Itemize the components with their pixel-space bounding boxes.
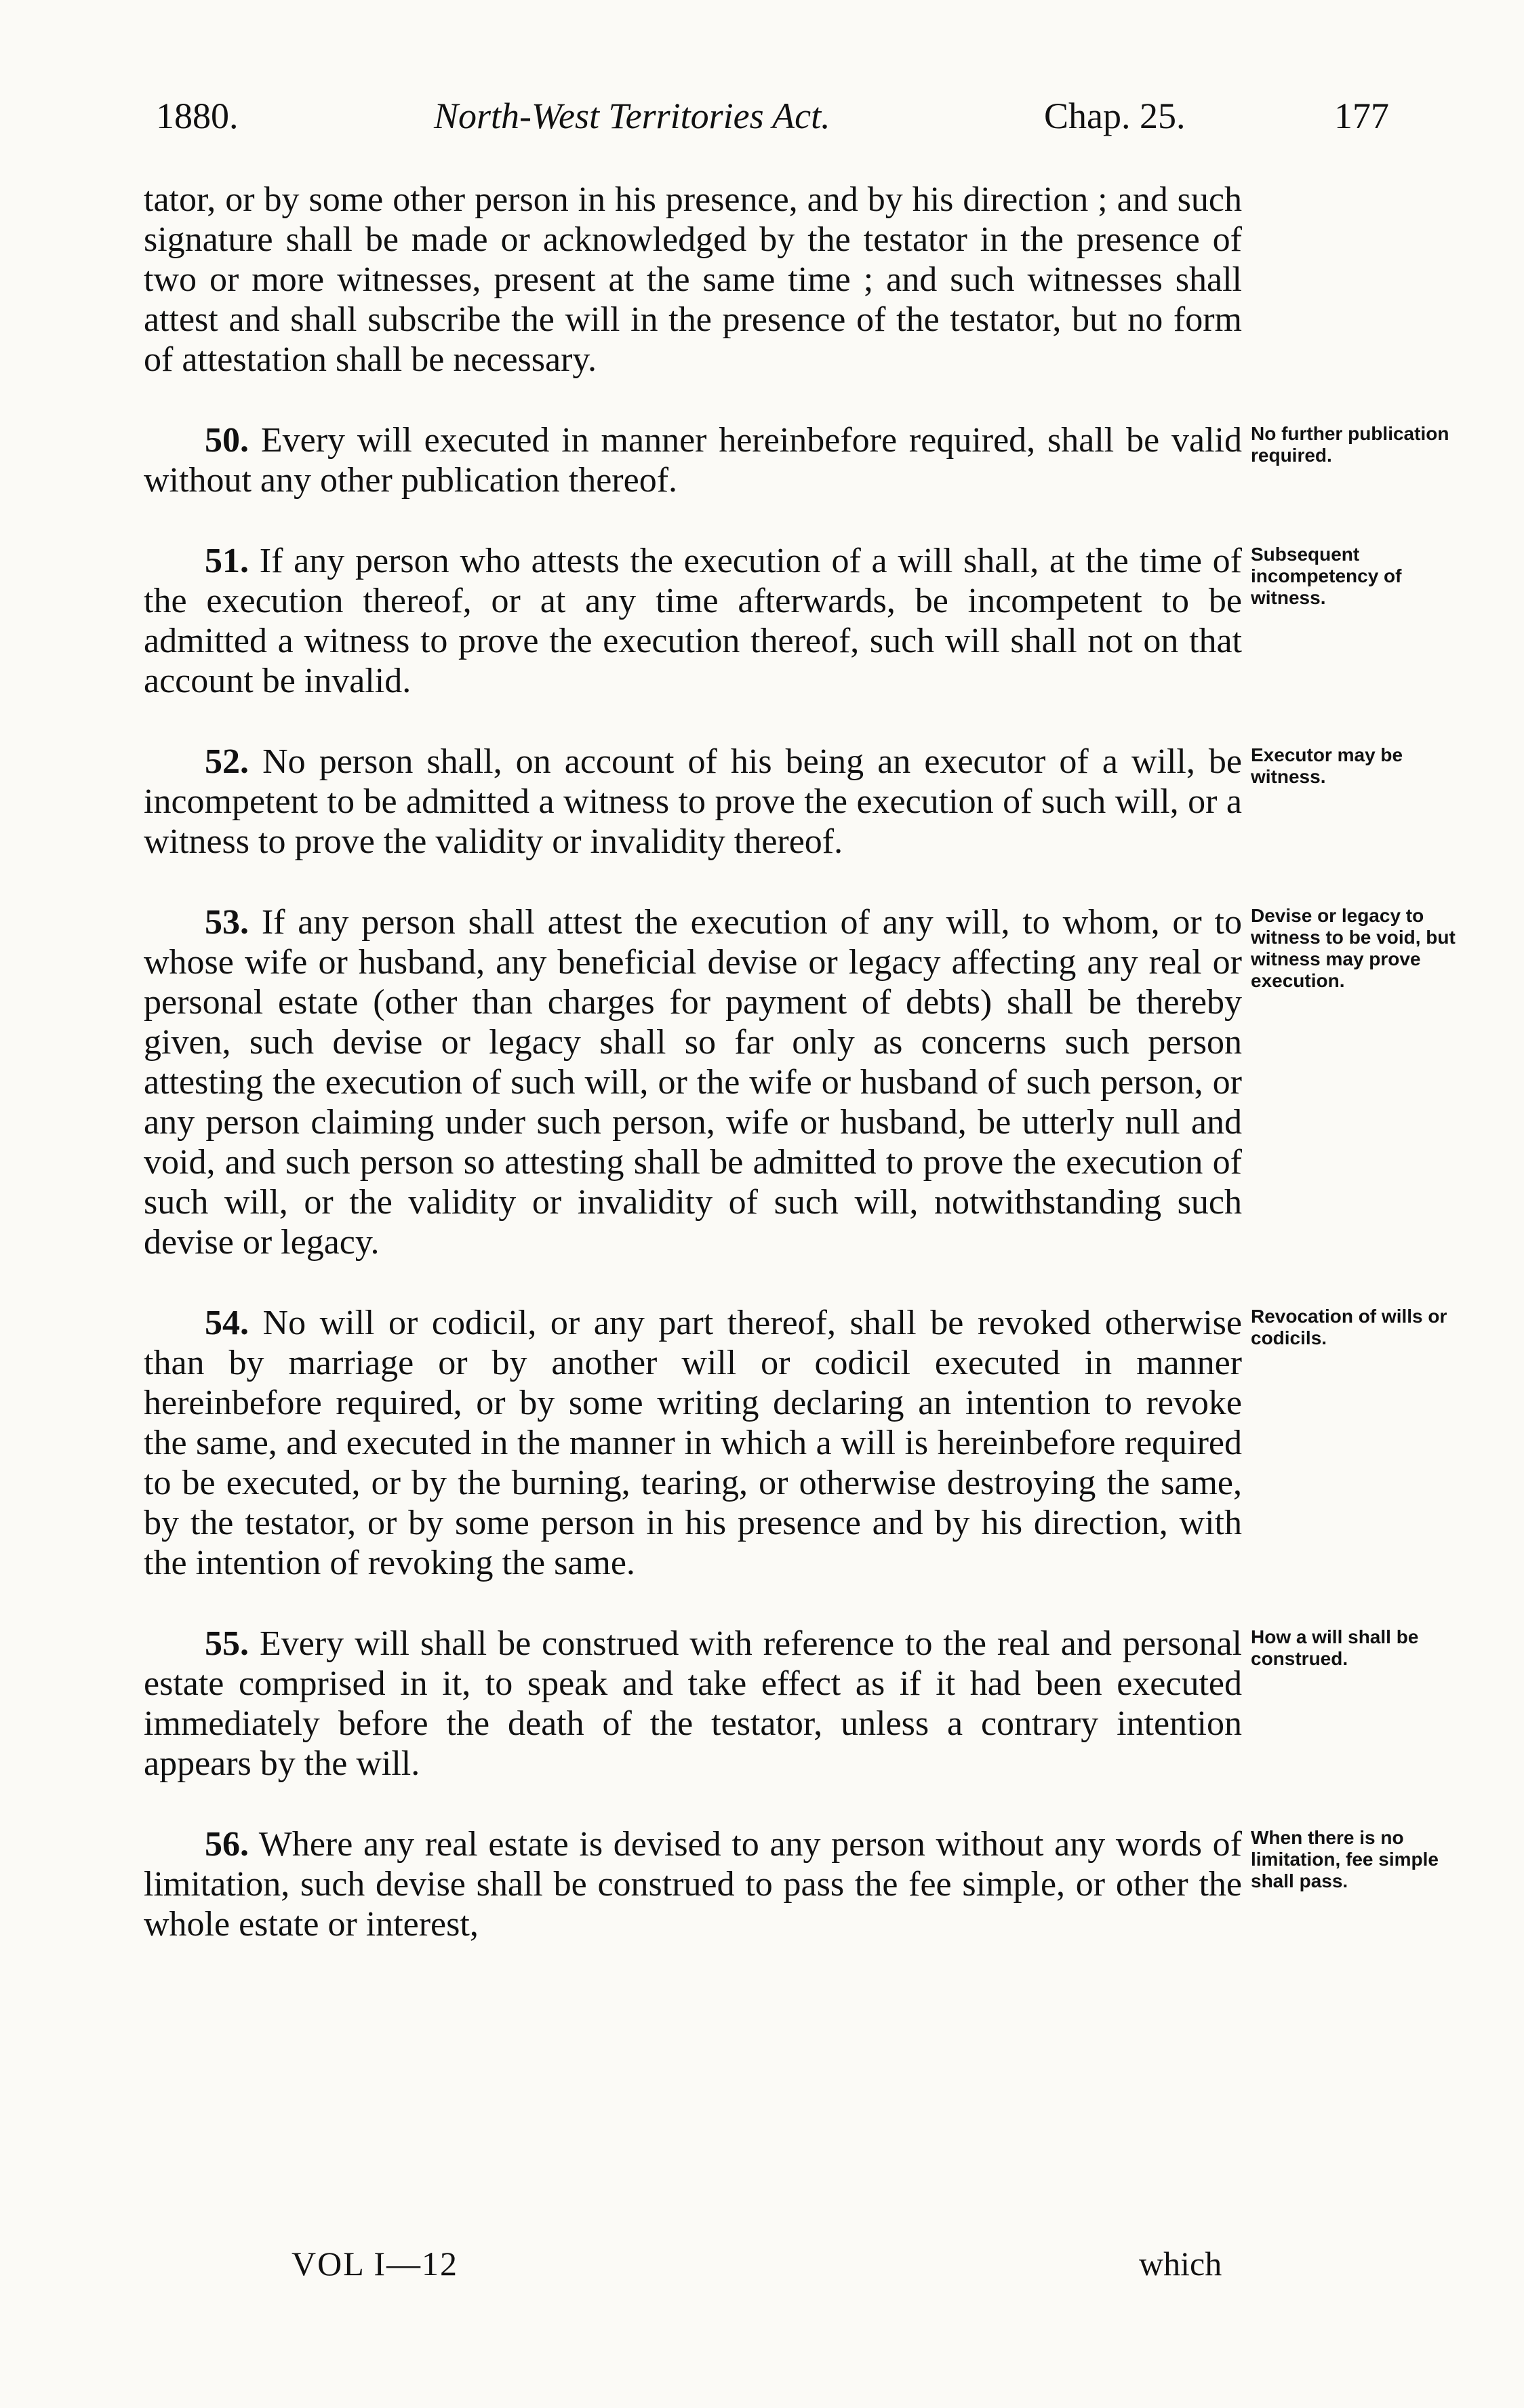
section-56 xyxy=(144,1824,1242,1944)
section-number: 55. xyxy=(205,1624,249,1663)
section-number: 53. xyxy=(205,903,249,942)
signature-mark: VOL I—12 xyxy=(292,2245,459,2283)
margin-note: Devise or legacy to witness to be void, but witness may prove execution. xyxy=(1251,905,1456,991)
section-text: Where any real estate is devised to any person without any words of limitation, such devise shall be construed to pass the fee simple, or other the whole estate or interest, xyxy=(144,1825,1243,1944)
header-chapter: Chap. 25. xyxy=(1044,96,1186,136)
section-text: No will or codicil, or any part thereof, shall be revoked otherwise than by marriage or by another will or codicil executed in manner hereinbefore required, or by some writing declaring an intention to revoke the same, and executed in the manner in which a will is hereinbefore required to be executed, or by the burning, tearing, or otherwise destroying the same, by the testator, or by some person in his presence and by his direction, with the intention of revoking the same. xyxy=(144,1304,1242,1582)
section-51 xyxy=(144,541,1242,701)
section-text: If any person who attests the execution of a will shall, at the time of the execution thereof, or at any time afterwards, be incompetent to be admitted a witness to prove the execution thereof, such will shall not on that account be invalid. xyxy=(144,542,1242,700)
section-text: Every will shall be construed with reference to the real and personal estate comprised in it, to speak and take effect as if it had been executed immediately before the death of the testator, unless a contrary intention appears by the will. xyxy=(144,1624,1242,1783)
section-number: 54. xyxy=(205,1304,249,1342)
margin-note: Revocation of wills or codicils. xyxy=(1251,1306,1447,1348)
page-number: 177 xyxy=(1334,96,1389,136)
running-header xyxy=(0,95,1524,149)
margin-note: No further publication required. xyxy=(1251,423,1449,466)
section-number: 50. xyxy=(205,421,249,460)
page-footer xyxy=(0,2244,1524,2291)
continuation-paragraph xyxy=(144,180,1242,380)
paragraph-text: tator, or by some other person in his presence, and by his direction ; and such signature shall be made or acknowledged by the testator in the presence of two or more witnesses, present at the same time ; and such witnesses shall attest and shall subscribe the will in the presence of the testator, but no form of attestation shall be necessary. xyxy=(144,180,1242,379)
section-53 xyxy=(144,902,1242,1262)
body-text xyxy=(144,180,1242,1985)
header-title: North-West Territories Act. xyxy=(434,96,830,136)
section-text: If any person shall attest the execution of any will, to whom, or to whose wife or husband, any beneficial devise or legacy affecting any real or personal estate (other than charges for payment of debts) shall be thereby given, such devise or legacy shall so far only as concerns such person attesting the execution of such will, or the wife or husband of such person, or any person claiming under such person, wife or husband, be utterly null and void, and such person so attesting shall be admitted to prove the execution of such will, or the validity or invalidity of such will, notwithstanding such devise or legacy. xyxy=(144,903,1242,1262)
section-55 xyxy=(144,1624,1242,1784)
section-number: 51. xyxy=(205,542,249,580)
section-text: No person shall, on account of his being an executor of a will, be incompetent to be admitted a witness to prove the execution of such will, or a witness to prove the validity or invalidity thereof. xyxy=(144,742,1243,861)
catchword: which xyxy=(1139,2245,1222,2283)
header-year: 1880. xyxy=(156,96,239,136)
section-number: 56. xyxy=(205,1825,249,1864)
section-text: Every will executed in manner hereinbefore required, shall be valid without any other publication thereof. xyxy=(144,421,1242,500)
section-52 xyxy=(144,742,1242,862)
margin-note: When there is no limitation, fee simple shall pass. xyxy=(1251,1827,1439,1891)
margin-note: Subsequent incompetency of witness. xyxy=(1251,544,1402,608)
margin-note: Executor may be witness. xyxy=(1251,744,1403,787)
section-number: 52. xyxy=(205,742,249,781)
section-54 xyxy=(144,1303,1242,1583)
margin-note: How a will shall be construed. xyxy=(1251,1626,1419,1669)
section-50 xyxy=(144,420,1242,500)
